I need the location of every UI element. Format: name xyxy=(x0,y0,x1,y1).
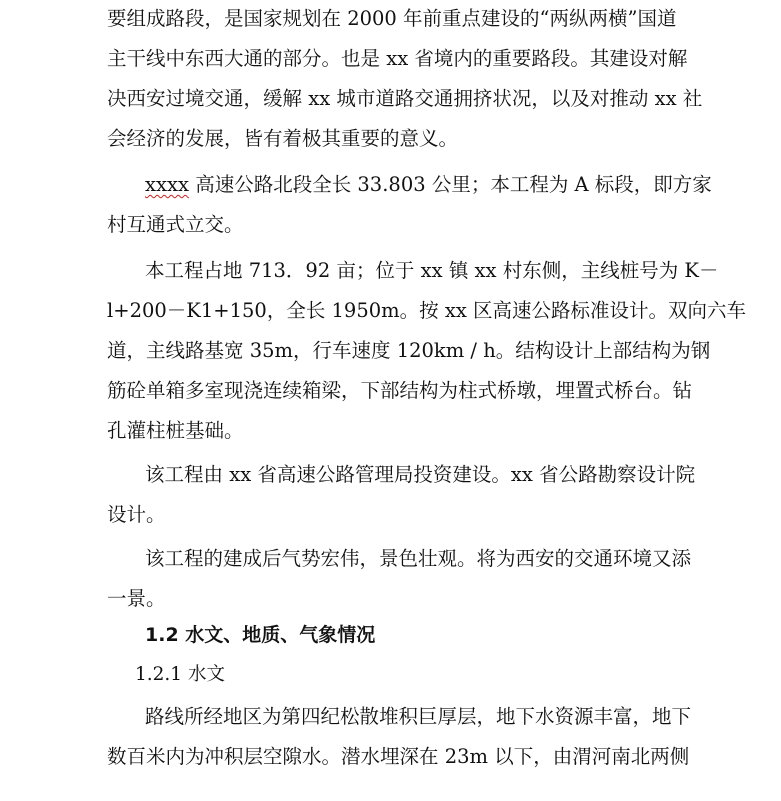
section-heading: 1.2 水文、地质、气象情况 xyxy=(145,624,376,646)
intro-line-4: 会经济的发展，皆有着极其重要的意义。 xyxy=(107,127,459,150)
site-line-3: 道，主线路基宽 35m，行车速度 120km / h。结构设计上部结构为钢 xyxy=(107,339,711,362)
investment-line-1: 该工程由 xx 省高速公路管理局投资建设。xx 省公路勘察设计院 xyxy=(145,463,696,486)
outlook-line-2: 一景。 xyxy=(107,587,166,610)
investment-line-2: 设计。 xyxy=(107,503,166,526)
subsection-heading: 1.2.1 水文 xyxy=(135,664,225,685)
site-line-1: 本工程占地 713．92 亩；位于 xx 镇 xx 村东侧，主线桩号为 K－ xyxy=(145,259,719,282)
site-line-5: 孔灌柱桩基础。 xyxy=(107,419,244,442)
site-line-4: 筋砼单箱多室现浇连续箱梁，下部结构为柱式桥墩，埋置式桥台。钻 xyxy=(107,379,693,402)
site-line-2: l+200－K1+150，全长 1950m。按 xx 区高速公路标准设计。双向六车 xyxy=(107,299,747,322)
intro-line-2: 主干线中东西大通的部分。也是 xx 省境内的重要路段。其建设对解 xyxy=(107,47,688,70)
intro-line-3: 决西安过境交通，缓解 xx 城市道路交通拥挤状况，以及对推动 xx 社 xyxy=(107,87,703,110)
hydrology-line-1: 路线所经地区为第四纪松散堆积巨厚层，地下水资源丰富，地下 xyxy=(145,705,692,728)
length-line-1 xyxy=(145,166,712,204)
outlook-line-1: 该工程的建成后气势宏伟，景色壮观。将为西安的交通环境又添 xyxy=(145,547,692,570)
length-line-1-text: 高速公路北段全长 33.803 公里；本工程为 A 标段，即方家 xyxy=(189,173,712,196)
spellcheck-word: xxxx xyxy=(145,173,189,196)
hydrology-line-2: 数百米内为冲积层空隙水。潜水埋深在 23m 以下，由渭河南北两侧 xyxy=(107,745,690,768)
length-line-2: 村互通式立交。 xyxy=(107,213,244,236)
intro-line-1: 要组成路段，是国家规划在 2000 年前重点建设的“两纵两横”国道 xyxy=(107,7,677,30)
